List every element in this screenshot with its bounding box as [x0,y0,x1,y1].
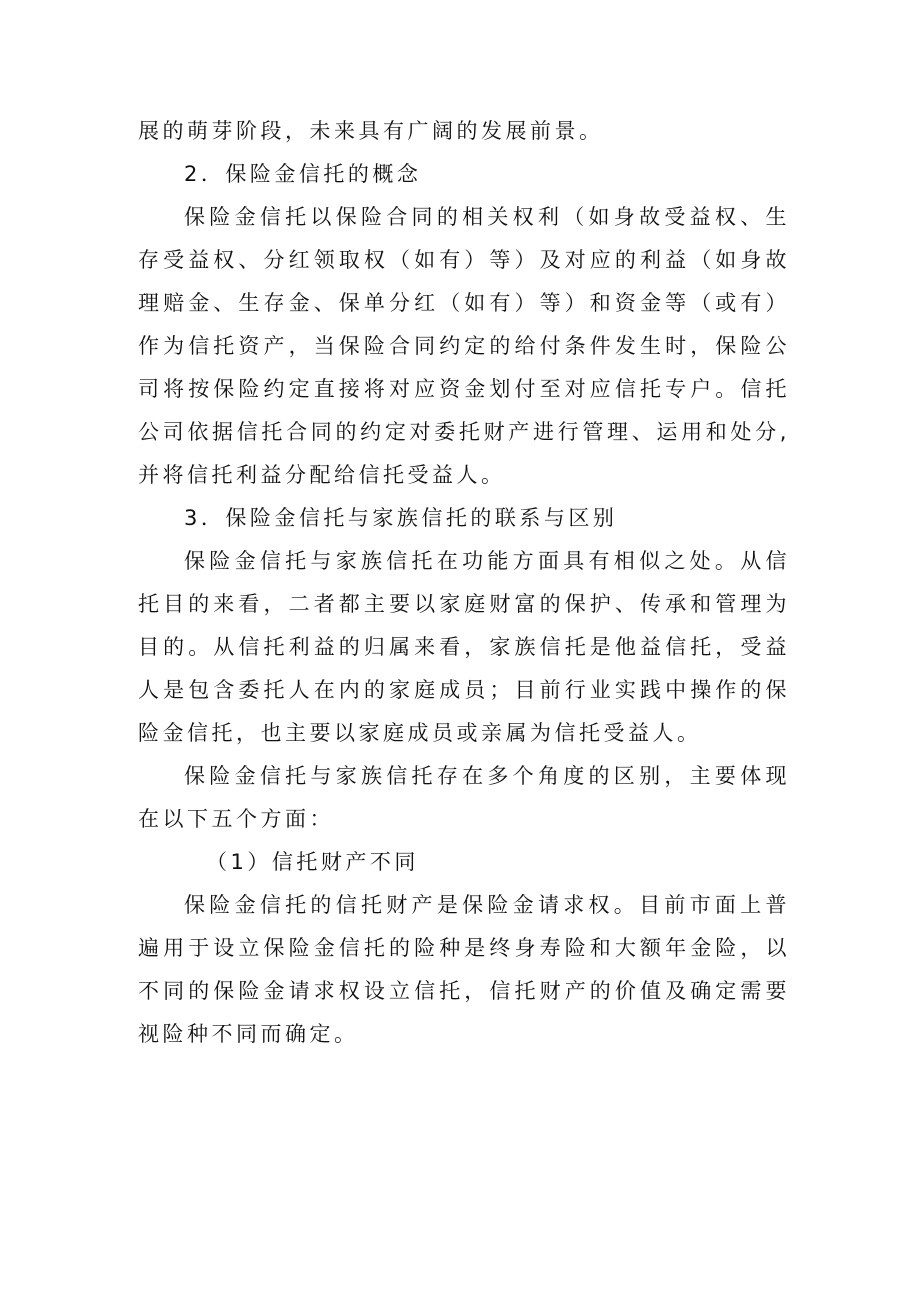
paragraph-similarities: 保险金信托与家族信托在功能方面具有相似之处。从信托目的来看，二者都主要以家庭财富的保护、传承和管理为目的。从信托利益的归属来看，家族信托是他益信托，受益人是包含委托人在内的家庭成员；目前行业实践中操作的保险金信托，也主要以家庭成员或亲属为信托受益人。 [138,549,790,745]
paragraph-concept: 保险金信托以保险合同的相关权利（如身故受益权、生存受益权、分红领取权（如有）等）及对应的利益（如身故理赔金、生存金、保单分红（如有）等）和资金等（或有）作为信托资产，当保险合同约定的给付条件发生时，保险公司将按保险约定直接将对应资金划付至对应信托专户。信托公司依据信托合同的约定对委托财产进行管理、运用和处分,并将信托利益分配给信托受益人。 [138,205,790,487]
subheading-trust-property: （1）信托财产不同 [206,850,419,874]
document-page [138,110,790,1056]
paragraph-continuation: 展的萌芽阶段，未来具有广阔的发展前景。 [138,119,604,143]
section-heading-2: 2．保险金信托的概念 [184,162,422,186]
section-heading-3: 3．保险金信托与家族信托的联系与区别 [184,506,618,530]
paragraph-differences-intro: 保险金信托与家族信托存在多个角度的区别，主要体现在以下五个方面： [138,764,790,831]
paragraph-trust-property: 保险金信托的信托财产是保险金请求权。目前市面上普遍用于设立保险金信托的险种是终身寿险和大额年金险，以不同的保险金请求权设立信托，信托财产的价值及确定需要视险种不同而确定。 [138,893,790,1046]
